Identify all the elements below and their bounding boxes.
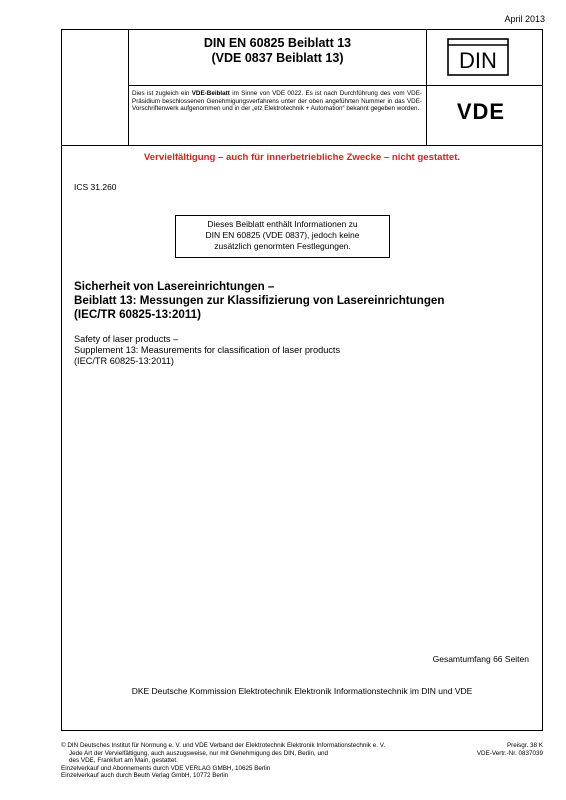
din-logo-icon [447,38,509,76]
price-group: Preisgr. 38 K [506,742,543,749]
german-title [74,280,534,322]
header-divider-right [426,30,427,145]
german-title-line2: Beiblatt 13: Messungen zur Klassifizierung von Lasereinrichtungen [74,294,445,307]
german-title-line3: (IEC/TR 60825-13:2011) [74,308,201,321]
document-title-line2: (VDE 0837 Beiblatt 13) [211,51,344,65]
document-title [129,36,426,66]
footer-copyright [61,742,431,780]
footer-line3: des VDE, Frankfurt am Main, gestattet. [69,757,178,765]
vde-notice-bold: VDE-Beiblatt [191,90,230,97]
footer-line5: Einzelverkauf auch durch Beuth Verlag GmbH, 10772 Berlin [61,772,229,780]
header-divider-middle [128,85,542,86]
page-count: Gesamtumfang 66 Seiten [432,654,529,664]
german-title-line1: Sicherheit von Lasereinrichtungen – [74,280,275,293]
vde-logo-icon [438,99,524,123]
info-box [175,215,390,258]
vde-notice [132,90,422,113]
footer-price-info [477,742,543,757]
ics-code: ICS 31.260 [74,182,117,192]
copy-warning: Vervielfältigung – auch für innerbetriebliche Zwecke – nicht gestattet. [143,152,461,163]
vde-notice-part1: Dies ist zugleich ein [132,90,192,97]
info-box-line2: DIN EN 60825 (VDE 0837), jedoch keine [205,230,360,240]
english-title-line2: Supplement 13: Measurements for classification of laser products [74,345,341,356]
order-number: VDE-Vertr.-Nr. 0837039 [476,749,543,757]
vde-notice-part2: im Sinne von VDE 0022. Es ist nach Durchführung des vom VDE-Präsidium beschlossenen Genehmigungsverfahrens unter der oben angeführten Nummer in das VDE-Vorschriftenwerk aufgenommen und in der „etz Elektrotechnik + Automation“ bekannt gegeben worden. [132,90,422,113]
english-title-line1: Safety of laser products – [74,334,179,344]
footer-line2: Jede Art der Vervielfältigung, auch auszugsweise, nur mit Genehmigung des DIN, Berlin, und [69,749,329,757]
vde-logo-text: VDE [456,99,506,123]
document-frame [61,29,543,731]
document-title-line1: DIN EN 60825 Beiblatt 13 [203,36,352,50]
footer-line1: © DIN Deutsches Institut für Normung e. V. und VDE Verband der Elektrotechnik Elektronik Informationstechnik e. V. [61,742,386,749]
english-title-line3: (IEC/TR 60825-13:2011) [74,356,174,367]
din-logo-text: DIN [459,48,497,73]
publication-date: April 2013 [504,14,545,24]
english-title [74,334,534,368]
footer-line4: Einzelverkauf und Abonnements durch VDE VERLAG GMBH, 10625 Berlin [61,764,271,772]
header-divider-bottom [62,145,542,146]
info-box-line3: zusätzlich genormten Festlegungen. [214,241,351,251]
info-box-line1: Dieses Beiblatt enthält Informationen zu [207,219,358,229]
dke-line: DKE Deutsche Kommission Elektrotechnik Elektronik Informationstechnik im DIN und VDE [131,686,473,696]
